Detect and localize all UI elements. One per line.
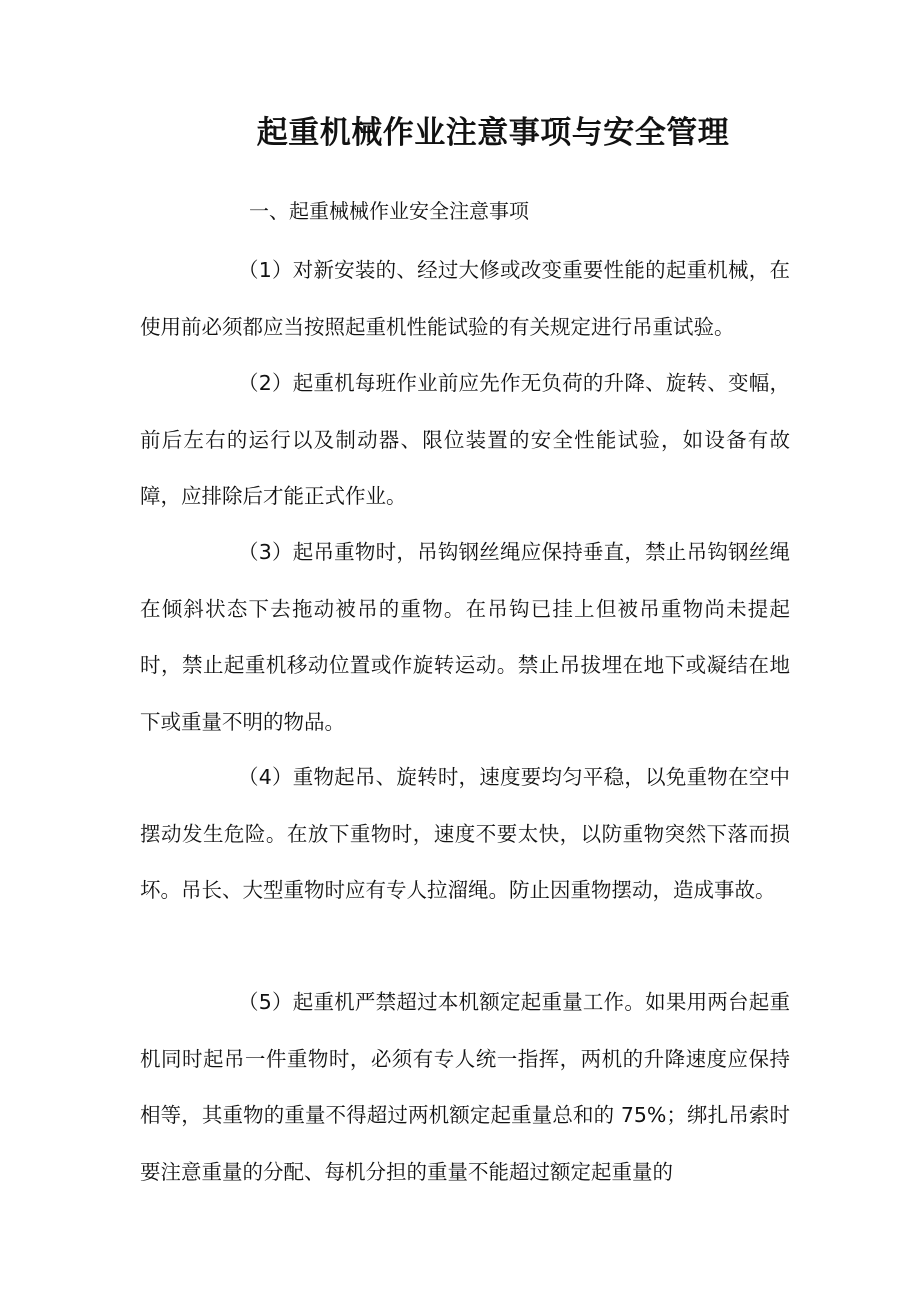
paragraph-2: （2）起重机每班作业前应先作无负荷的升降、旋转、变幅，前后左右的运行以及制动器、限位装置的安全性能试验，如设备有故障，应排除后才能正式作业。	[140, 371, 790, 508]
section-heading: 一、起重械械作业安全注意事项	[249, 199, 529, 223]
paragraph-1: （1）对新安装的、经过大修或改变重要性能的起重机械，在使用前必须都应当按照起重机性能试验的有关规定进行吊重试验。	[140, 258, 790, 339]
paragraph-4: （4）重物起吊、旋转时，速度要均匀平稳，以免重物在空中摆动发生危险。在放下重物时，速度不要太快，以防重物突然下落而损坏。吊长、大型重物时应有专人拉溜绳。防止因重物摆动，造成事故。	[140, 765, 790, 902]
paragraph-5: （5）起重机严禁超过本机额定起重量工作。如果用两台起重机同时起吊一件重物时，必须有专人统一指挥，两机的升降速度应保持相等，其重物的重量不得超过两机额定起重量总和的 75%；绑扎吊索时要注意重量的分配、每机分担的重量不能超过额定起重量的	[140, 990, 790, 1184]
document-title: 起重机械作业注意事项与安全管理	[256, 115, 730, 151]
paragraph-3: （3）起吊重物时，吊钩钢丝绳应保持垂直，禁止吊钩钢丝绳在倾斜状态下去拖动被吊的重物。在吊钩已挂上但被吊重物尚未提起时，禁止起重机移动位置或作旋转运动。禁止吊拔埋在地下或凝结在地下或重量不明的物品。	[140, 540, 790, 734]
